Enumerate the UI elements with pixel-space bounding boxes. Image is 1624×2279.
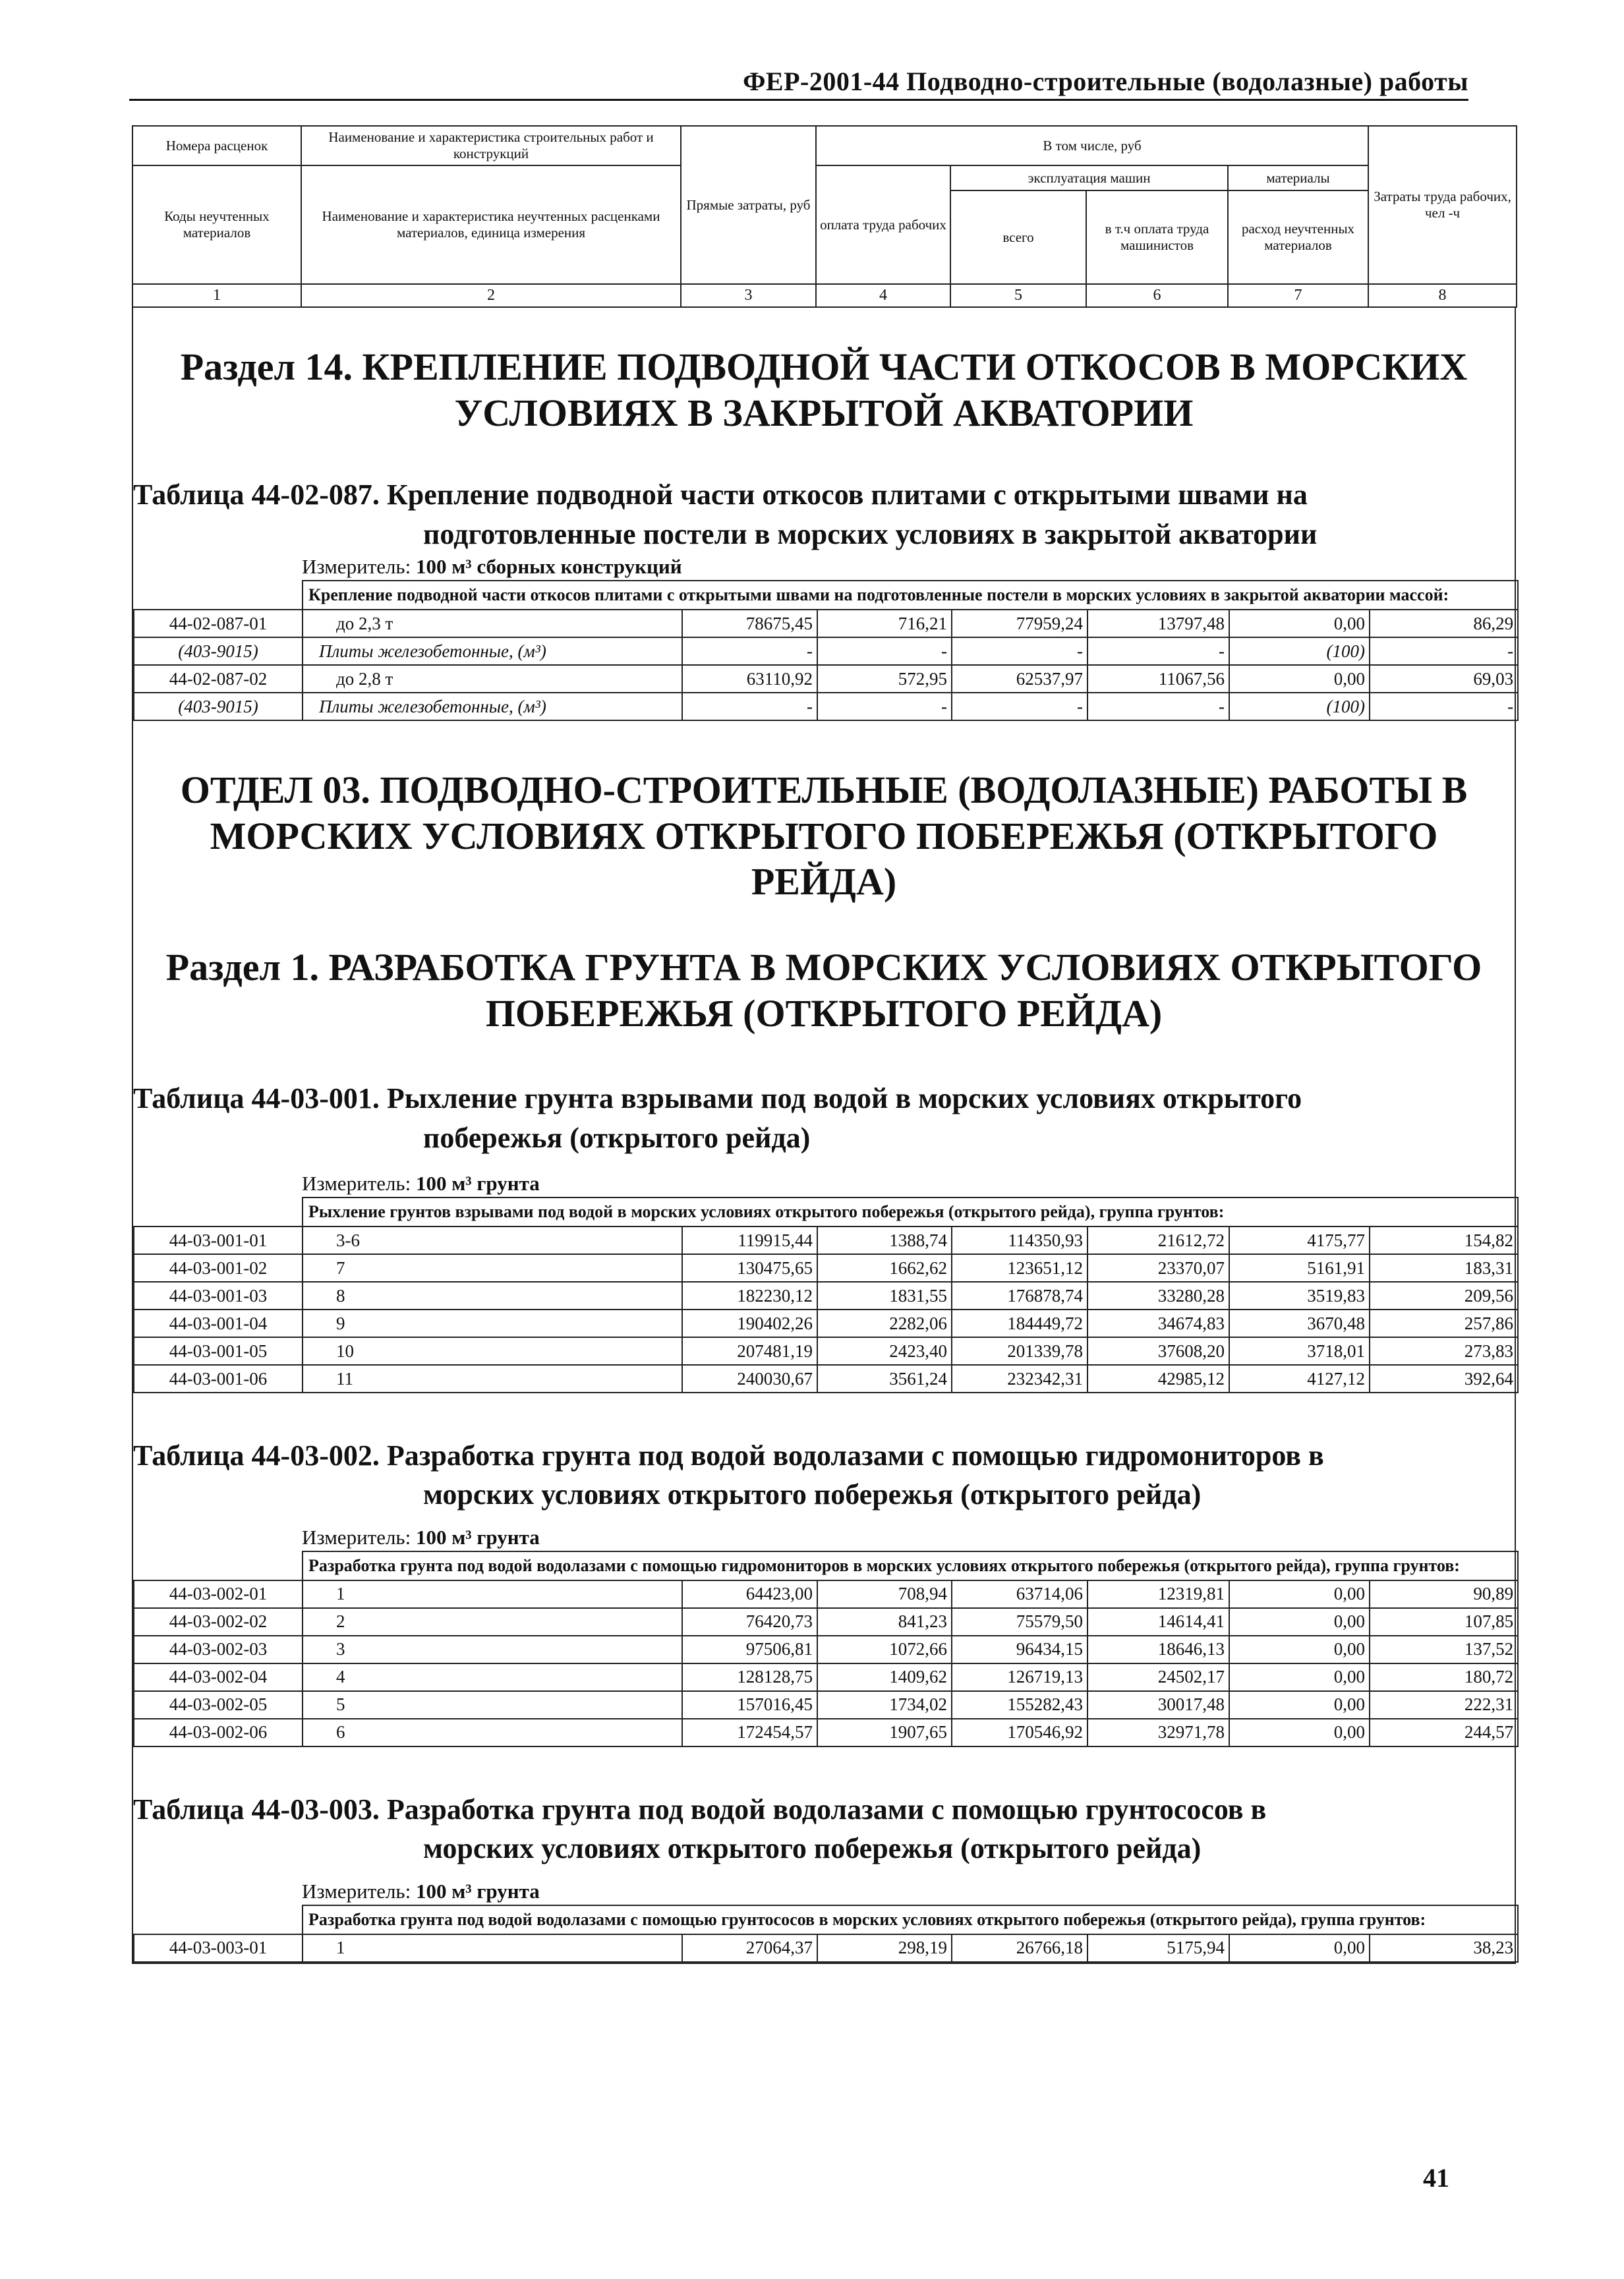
department-03-title: ОТДЕЛ 03. ПОДВОДНО-СТРОИТЕЛЬНЫЕ (ВОДОЛАЗНЫЕ) РАБОТЫ В МОРСКИХ УСЛОВИЯХ ОТКРЫТОГО ПОБЕРЕЖЬЯ (ОТКРЫТОГО РЕЙДА) [180,768,1468,904]
rate-code: 44-03-002-04 [134,1663,303,1691]
table-002-title-line2: морских условиях открытого побережья (открытого рейда) [423,1478,1202,1511]
col-number: 1 [132,284,301,307]
labor-pay: 1072,66 [817,1636,952,1663]
rate-code: 44-03-002-01 [134,1580,303,1608]
table-087-title-line2: подготовленные постели в морских условиях в закрытой акватории [423,517,1318,550]
table-row [134,1365,1518,1393]
col-number: 8 [1368,284,1517,307]
labor-pay: 1734,02 [817,1691,952,1719]
table-001-title-line2: побережья (открытого рейда) [423,1121,811,1154]
labor-pay: 1831,55 [817,1282,952,1310]
soil-group: 5 [303,1691,682,1719]
table-row [134,1337,1518,1365]
operators-pay: 37608,20 [1088,1337,1229,1365]
soil-group: 1 [303,1934,682,1962]
table-row [134,1580,1518,1608]
direct-cost: 63110,92 [682,665,817,693]
materials: 0,00 [1229,1663,1370,1691]
cell: - [952,637,1088,665]
labor-pay: 1409,62 [817,1663,952,1691]
col1-head-b: Коды неучтенных материалов [132,165,301,284]
materials: 0,00 [1229,1608,1370,1636]
table-row [134,610,1518,637]
operators-pay: 33280,28 [1088,1282,1229,1310]
table-087-title [133,475,1515,554]
machines-total: 123651,12 [952,1254,1088,1282]
table-087-title-line1: Таблица 44-02-087. Крепление подводной части откосов плитами с открытыми швами на [133,478,1308,511]
rate-code: 44-03-001-05 [134,1337,303,1365]
col-number: 4 [816,284,950,307]
labor-pay: 572,95 [817,665,952,693]
table-row [134,1636,1518,1663]
labor-hours: 273,83 [1370,1337,1518,1365]
materials: 0,00 [1229,1691,1370,1719]
labor-pay: 2423,40 [817,1337,952,1365]
running-header: ФЕР-2001-44 Подводно-строительные (водолазные) работы [743,67,1468,96]
cell: - [817,693,952,720]
labor-hours: 154,82 [1370,1226,1518,1254]
labor-hours: 107,85 [1370,1608,1518,1636]
direct-cost: 128128,75 [682,1663,817,1691]
cell: - [682,693,817,720]
table-001-description: Рыхление грунтов взрывами под водой в морских условиях открытого побережья (открытого рейда), группа грунтов: [303,1197,1518,1226]
measure-value: 100 м³ грунта [415,1171,540,1195]
operators-pay: 32971,78 [1088,1719,1229,1746]
labor-pay: 3561,24 [817,1365,952,1393]
col4-head: оплата труда рабочих [816,165,950,284]
table-row [134,1310,1518,1337]
table-087 [133,580,1519,721]
machines-total: 170546,92 [952,1719,1088,1746]
operators-pay: 5175,94 [1088,1934,1229,1962]
soil-group: 10 [303,1337,682,1365]
col-number: 3 [681,284,816,307]
soil-group: 11 [303,1365,682,1393]
machines-total: 63714,06 [952,1580,1088,1608]
labor-pay: 841,23 [817,1608,952,1636]
labor-hours: 137,52 [1370,1636,1518,1663]
material-code: (403-9015) [134,693,303,720]
labor-pay: 708,94 [817,1580,952,1608]
operators-pay: 34674,83 [1088,1310,1229,1337]
main-content [132,125,1516,1964]
operators-pay: 14614,41 [1088,1608,1229,1636]
material-code: (403-9015) [134,637,303,665]
operators-pay: 21612,72 [1088,1226,1229,1254]
labor-pay: 1388,74 [817,1226,952,1254]
direct-cost: 172454,57 [682,1719,817,1746]
materials-head: материалы [1228,165,1368,190]
labor-pay: 2282,06 [817,1310,952,1337]
table-003-measure [133,1878,1515,1905]
measure-value: 100 м³ сборных конструкций [415,555,682,579]
labor-hours: 222,31 [1370,1691,1518,1719]
direct-cost: 64423,00 [682,1580,817,1608]
cell: - [1370,693,1518,720]
materials: 0,00 [1229,610,1370,637]
table-row [134,1254,1518,1282]
table-row [134,1282,1518,1310]
col1-head-a: Номера расценок [132,126,301,165]
table-row [134,1608,1518,1636]
rate-code: 44-02-087-01 [134,610,303,637]
column-header-table [132,125,1517,308]
machines-total: 176878,74 [952,1282,1088,1310]
table-row [134,665,1518,693]
table-001 [133,1197,1519,1393]
soil-group: 4 [303,1663,682,1691]
direct-cost: 130475,65 [682,1254,817,1282]
cell: - [952,693,1088,720]
table-003-title-line1: Таблица 44-03-003. Разработка грунта под водой водолазами с помощью грунтососов в [133,1793,1267,1826]
operators-pay: 23370,07 [1088,1254,1229,1282]
section-14-title: Раздел 14. КРЕПЛЕНИЕ ПОДВОДНОЙ ЧАСТИ ОТКОСОВ В МОРСКИХ УСЛОВИЯХ В ЗАКРЫТОЙ АКВАТОРИИ [180,345,1468,434]
cell: - [1088,693,1229,720]
direct-cost: 76420,73 [682,1608,817,1636]
rate-code: 44-03-002-05 [134,1691,303,1719]
material-row [134,637,1518,665]
col5-head: всего [950,190,1086,284]
labor-hours: 209,56 [1370,1282,1518,1310]
table-003-title-line2: морских условиях открытого побережья (открытого рейда) [423,1832,1202,1865]
table-087-measure [133,554,1515,580]
labor-pay: 716,21 [817,610,952,637]
measure-value: 100 м³ грунта [415,1879,540,1903]
measure-label: Измеритель: [302,555,411,579]
labor-hours: 257,86 [1370,1310,1518,1337]
table-002-title [133,1436,1515,1515]
materials: 3519,83 [1229,1282,1370,1310]
direct-cost: 97506,81 [682,1636,817,1663]
rate-code: 44-03-002-06 [134,1719,303,1746]
machines-total: 62537,97 [952,665,1088,693]
materials: 0,00 [1229,665,1370,693]
table-002-title-line1: Таблица 44-03-002. Разработка грунта под водой водолазами с помощью гидромониторов в [133,1439,1324,1472]
table-002-measure [133,1524,1515,1551]
labor-pay: 298,19 [817,1934,952,1962]
rate-code: 44-03-002-02 [134,1608,303,1636]
work-name: до 2,3 т [303,610,682,637]
soil-group: 3-6 [303,1226,682,1254]
labor-hours: 38,23 [1370,1934,1518,1962]
col-number: 7 [1228,284,1368,307]
direct-cost: 157016,45 [682,1691,817,1719]
table-row [134,1663,1518,1691]
machines-total: 114350,93 [952,1226,1088,1254]
soil-group: 9 [303,1310,682,1337]
work-name: до 2,8 т [303,665,682,693]
machines-total: 201339,78 [952,1337,1088,1365]
cell: - [817,637,952,665]
soil-group: 6 [303,1719,682,1746]
machines-head: эксплуатация машин [950,165,1228,190]
col7-head: расход неучтенных материалов [1228,190,1368,284]
machines-total: 96434,15 [952,1636,1088,1663]
rate-code: 44-02-087-02 [134,665,303,693]
labor-hours: 244,57 [1370,1719,1518,1746]
operators-pay: 11067,56 [1088,665,1229,693]
labor-hours: 90,89 [1370,1580,1518,1608]
direct-cost: 182230,12 [682,1282,817,1310]
material-consumption: (100) [1229,693,1370,720]
machines-total: 26766,18 [952,1934,1088,1962]
labor-pay: 1662,62 [817,1254,952,1282]
direct-cost: 240030,67 [682,1365,817,1393]
soil-group: 8 [303,1282,682,1310]
material-name: Плиты железобетонные, (м³) [303,637,682,665]
labor-hours: 183,31 [1370,1254,1518,1282]
table-row [134,1934,1518,1962]
operators-pay: 30017,48 [1088,1691,1229,1719]
operators-pay: 24502,17 [1088,1663,1229,1691]
materials: 4175,77 [1229,1226,1370,1254]
table-row [134,1719,1518,1746]
direct-cost: 190402,26 [682,1310,817,1337]
materials: 5161,91 [1229,1254,1370,1282]
table-003 [133,1905,1519,1963]
labor-hours: 86,29 [1370,610,1518,637]
cell: - [1370,637,1518,665]
labor-hours: 180,72 [1370,1663,1518,1691]
materials: 3670,48 [1229,1310,1370,1337]
labor-pay: 1907,65 [817,1719,952,1746]
soil-group: 2 [303,1608,682,1636]
labor-hours: 392,64 [1370,1365,1518,1393]
col3-head: Прямые затраты, руб [681,126,816,284]
measure-value: 100 м³ грунта [415,1525,540,1549]
rate-code: 44-03-001-02 [134,1254,303,1282]
page-number: 41 [1423,2163,1449,2193]
table-003-description: Разработка грунта под водой водолазами с помощью грунтососов в морских условиях открытого побережья (открытого рейда), группа грунтов: [303,1905,1518,1934]
direct-cost: 119915,44 [682,1226,817,1254]
soil-group: 3 [303,1636,682,1663]
rate-code: 44-03-002-03 [134,1636,303,1663]
col2-head-b: Наименование и характеристика неучтенных расценками материалов, единица измерения [301,165,681,284]
measure-label: Измеритель: [302,1171,411,1195]
operators-pay: 18646,13 [1088,1636,1229,1663]
content-frame [132,308,1516,1964]
table-002 [133,1551,1519,1747]
material-consumption: (100) [1229,637,1370,665]
operators-pay: 12319,81 [1088,1580,1229,1608]
header-rule [129,99,1468,101]
material-name: Плиты железобетонные, (м³) [303,693,682,720]
table-row [134,1691,1518,1719]
machines-total: 155282,43 [952,1691,1088,1719]
rate-code: 44-03-001-06 [134,1365,303,1393]
cell: - [1088,637,1229,665]
materials: 3718,01 [1229,1337,1370,1365]
col-number: 2 [301,284,681,307]
section-1-title: Раздел 1. РАЗРАБОТКА ГРУНТА В МОРСКИХ УСЛОВИЯХ ОТКРЫТОГО ПОБЕРЕЖЬЯ (ОТКРЫТОГО РЕЙДА) [165,946,1482,1035]
table-087-description: Крепление подводной части откосов плитами с открытыми швами на подготовленные постели в морских условиях в закрытой акватории массой: [303,581,1518,610]
measure-label: Измеритель: [302,1879,411,1903]
cell: - [682,637,817,665]
table-002-description: Разработка грунта под водой водолазами с помощью гидромониторов в морских условиях открытого побережья (открытого рейда), группа грунтов: [303,1551,1518,1580]
col-number: 6 [1086,284,1228,307]
soil-group: 7 [303,1254,682,1282]
rate-code: 44-03-001-03 [134,1282,303,1310]
rate-code: 44-03-003-01 [134,1934,303,1962]
measure-label: Измеритель: [302,1525,411,1549]
rate-code: 44-03-001-04 [134,1310,303,1337]
materials: 0,00 [1229,1719,1370,1746]
labor-hours: 69,03 [1370,665,1518,693]
materials: 0,00 [1229,1934,1370,1962]
materials: 4127,12 [1229,1365,1370,1393]
col-number: 5 [950,284,1086,307]
machines-total: 184449,72 [952,1310,1088,1337]
col8-head: Затраты труда рабочих, чел -ч [1368,126,1517,284]
material-row [134,693,1518,720]
direct-cost: 207481,19 [682,1337,817,1365]
machines-total: 75579,50 [952,1608,1088,1636]
machines-total: 126719,13 [952,1663,1088,1691]
operators-pay: 13797,48 [1088,610,1229,637]
materials: 0,00 [1229,1636,1370,1663]
machines-total: 77959,24 [952,610,1088,637]
direct-cost: 27064,37 [682,1934,817,1962]
operators-pay: 42985,12 [1088,1365,1229,1393]
table-001-measure [133,1170,1515,1197]
table-row [134,1226,1518,1254]
machines-total: 232342,31 [952,1365,1088,1393]
materials: 0,00 [1229,1580,1370,1608]
table-003-title [133,1790,1515,1868]
rate-code: 44-03-001-01 [134,1226,303,1254]
table-001-title [133,1079,1515,1157]
soil-group: 1 [303,1580,682,1608]
col6-head: в т.ч оплата труда машинистов [1086,190,1228,284]
direct-cost: 78675,45 [682,610,817,637]
included-head: В том числе, руб [816,126,1368,165]
col2-head-a: Наименование и характеристика строительных работ и конструкций [301,126,681,165]
table-001-title-line1: Таблица 44-03-001. Рыхление грунта взрывами под водой в морских условиях открытого [133,1082,1302,1115]
